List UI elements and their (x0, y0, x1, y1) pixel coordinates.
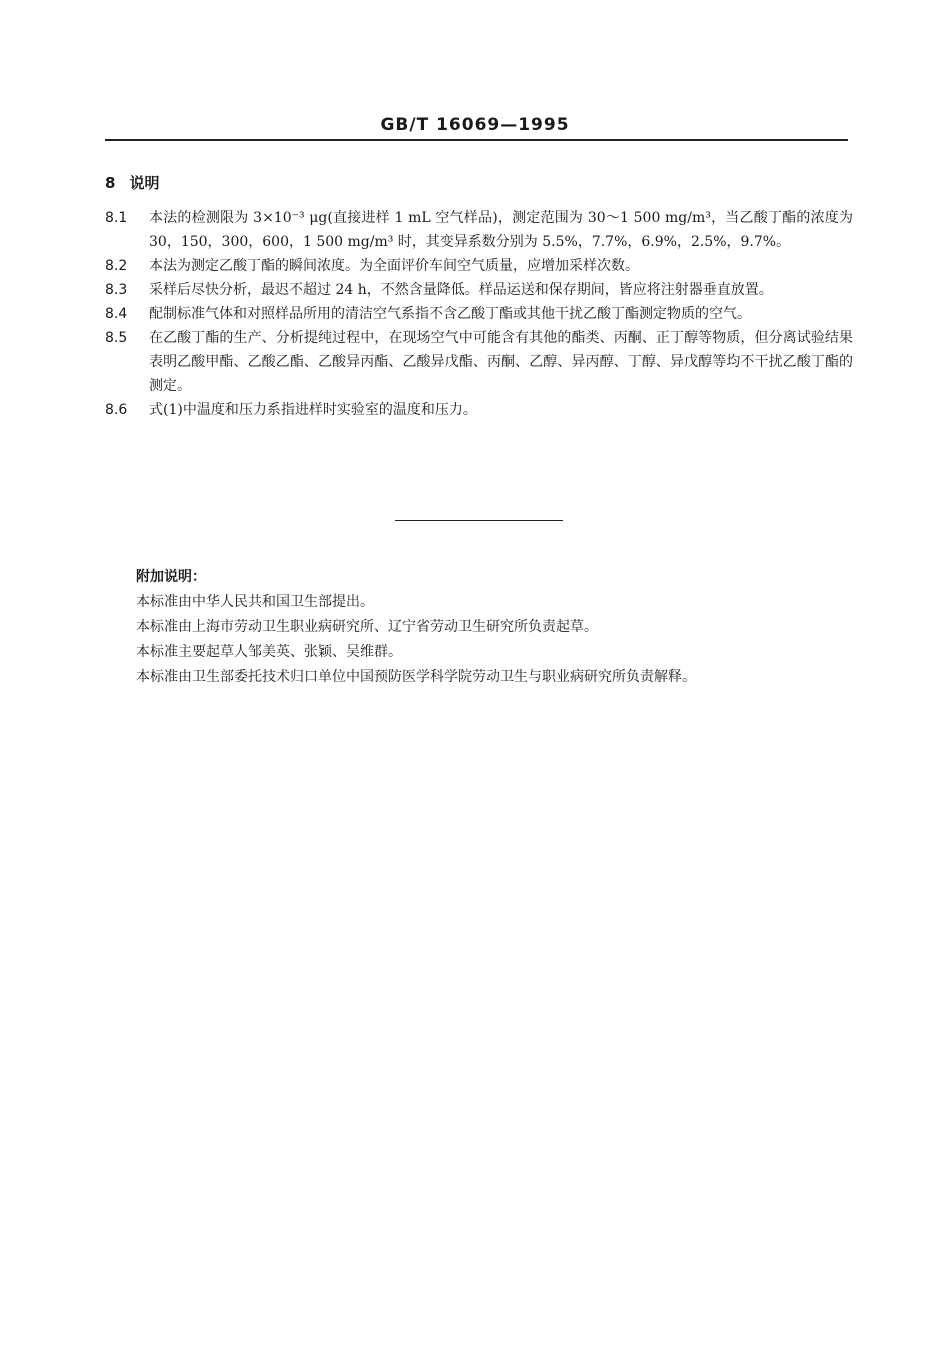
clause-8-1 (105, 206, 853, 254)
section-title: 说明 (129, 174, 160, 192)
clause-number: 8.6 (105, 402, 128, 418)
section-divider (395, 520, 563, 521)
notes-line: 本标准由卫生部委托技术归口单位中国预防医学科学院劳动卫生与职业病研究所负责解释。 (136, 669, 696, 685)
notes-line: 本标准由中华人民共和国卫生部提出。 (136, 594, 374, 610)
section-heading (105, 172, 159, 193)
clause-8-6 (105, 398, 853, 422)
additional-notes (136, 565, 856, 690)
clause-text: 配制标准气体和对照样品所用的清洁空气系指不含乙酸丁酯或其他干扰乙酸丁酯测定物质的空气。 (149, 306, 751, 322)
clause-number: 8.4 (105, 306, 128, 322)
clause-list (105, 206, 853, 422)
clause-text: 采样后尽快分析，最迟不超过 24 h，不然含量降低。样品运送和保存期间，皆应将注射器垂直放置。 (149, 282, 773, 298)
section-number: 8 (105, 174, 116, 192)
clause-text: 本法的检测限为 3×10⁻³ μg(直接进样 1 mL 空气样品)，测定范围为 30～1 500 mg/m³，当乙酸丁酯的浓度为 30，150，300，600，1 500 mg/m³ 时，其变异系数分别为 5.5%，7.7%，6.9%，2.5%，9.7%。 (149, 210, 853, 250)
clause-8-3 (105, 278, 853, 302)
notes-line: 本标准主要起草人邹美英、张颖、吴维群。 (136, 644, 402, 660)
clause-text: 式(1)中温度和压力系指进样时实验室的温度和压力。 (149, 402, 477, 418)
clause-8-5 (105, 326, 853, 398)
header-rule (105, 139, 848, 141)
clause-number: 8.1 (105, 210, 128, 226)
clause-number: 8.2 (105, 258, 128, 274)
clause-text: 在乙酸丁酯的生产、分析提纯过程中，在现场空气中可能含有其他的酯类、丙酮、正丁醇等物质，但分离试验结果表明乙酸甲酯、乙酸乙酯、乙酸异丙酯、乙酸异戊酯、丙酮、乙醇、异丙醇、丁醇、异戊醇等均不干扰乙酸丁酯的测定。 (149, 330, 853, 394)
clause-number: 8.3 (105, 282, 128, 298)
clause-8-2 (105, 254, 853, 278)
document-code: GB/T 16069—1995 (380, 115, 570, 135)
clause-number: 8.5 (105, 330, 128, 346)
notes-line: 本标准由上海市劳动卫生职业病研究所、辽宁省劳动卫生研究所负责起草。 (136, 619, 598, 635)
notes-heading: 附加说明： (136, 569, 206, 585)
clause-text: 本法为测定乙酸丁酯的瞬间浓度。为全面评价车间空气质量，应增加采样次数。 (149, 258, 639, 274)
clause-8-4 (105, 302, 853, 326)
